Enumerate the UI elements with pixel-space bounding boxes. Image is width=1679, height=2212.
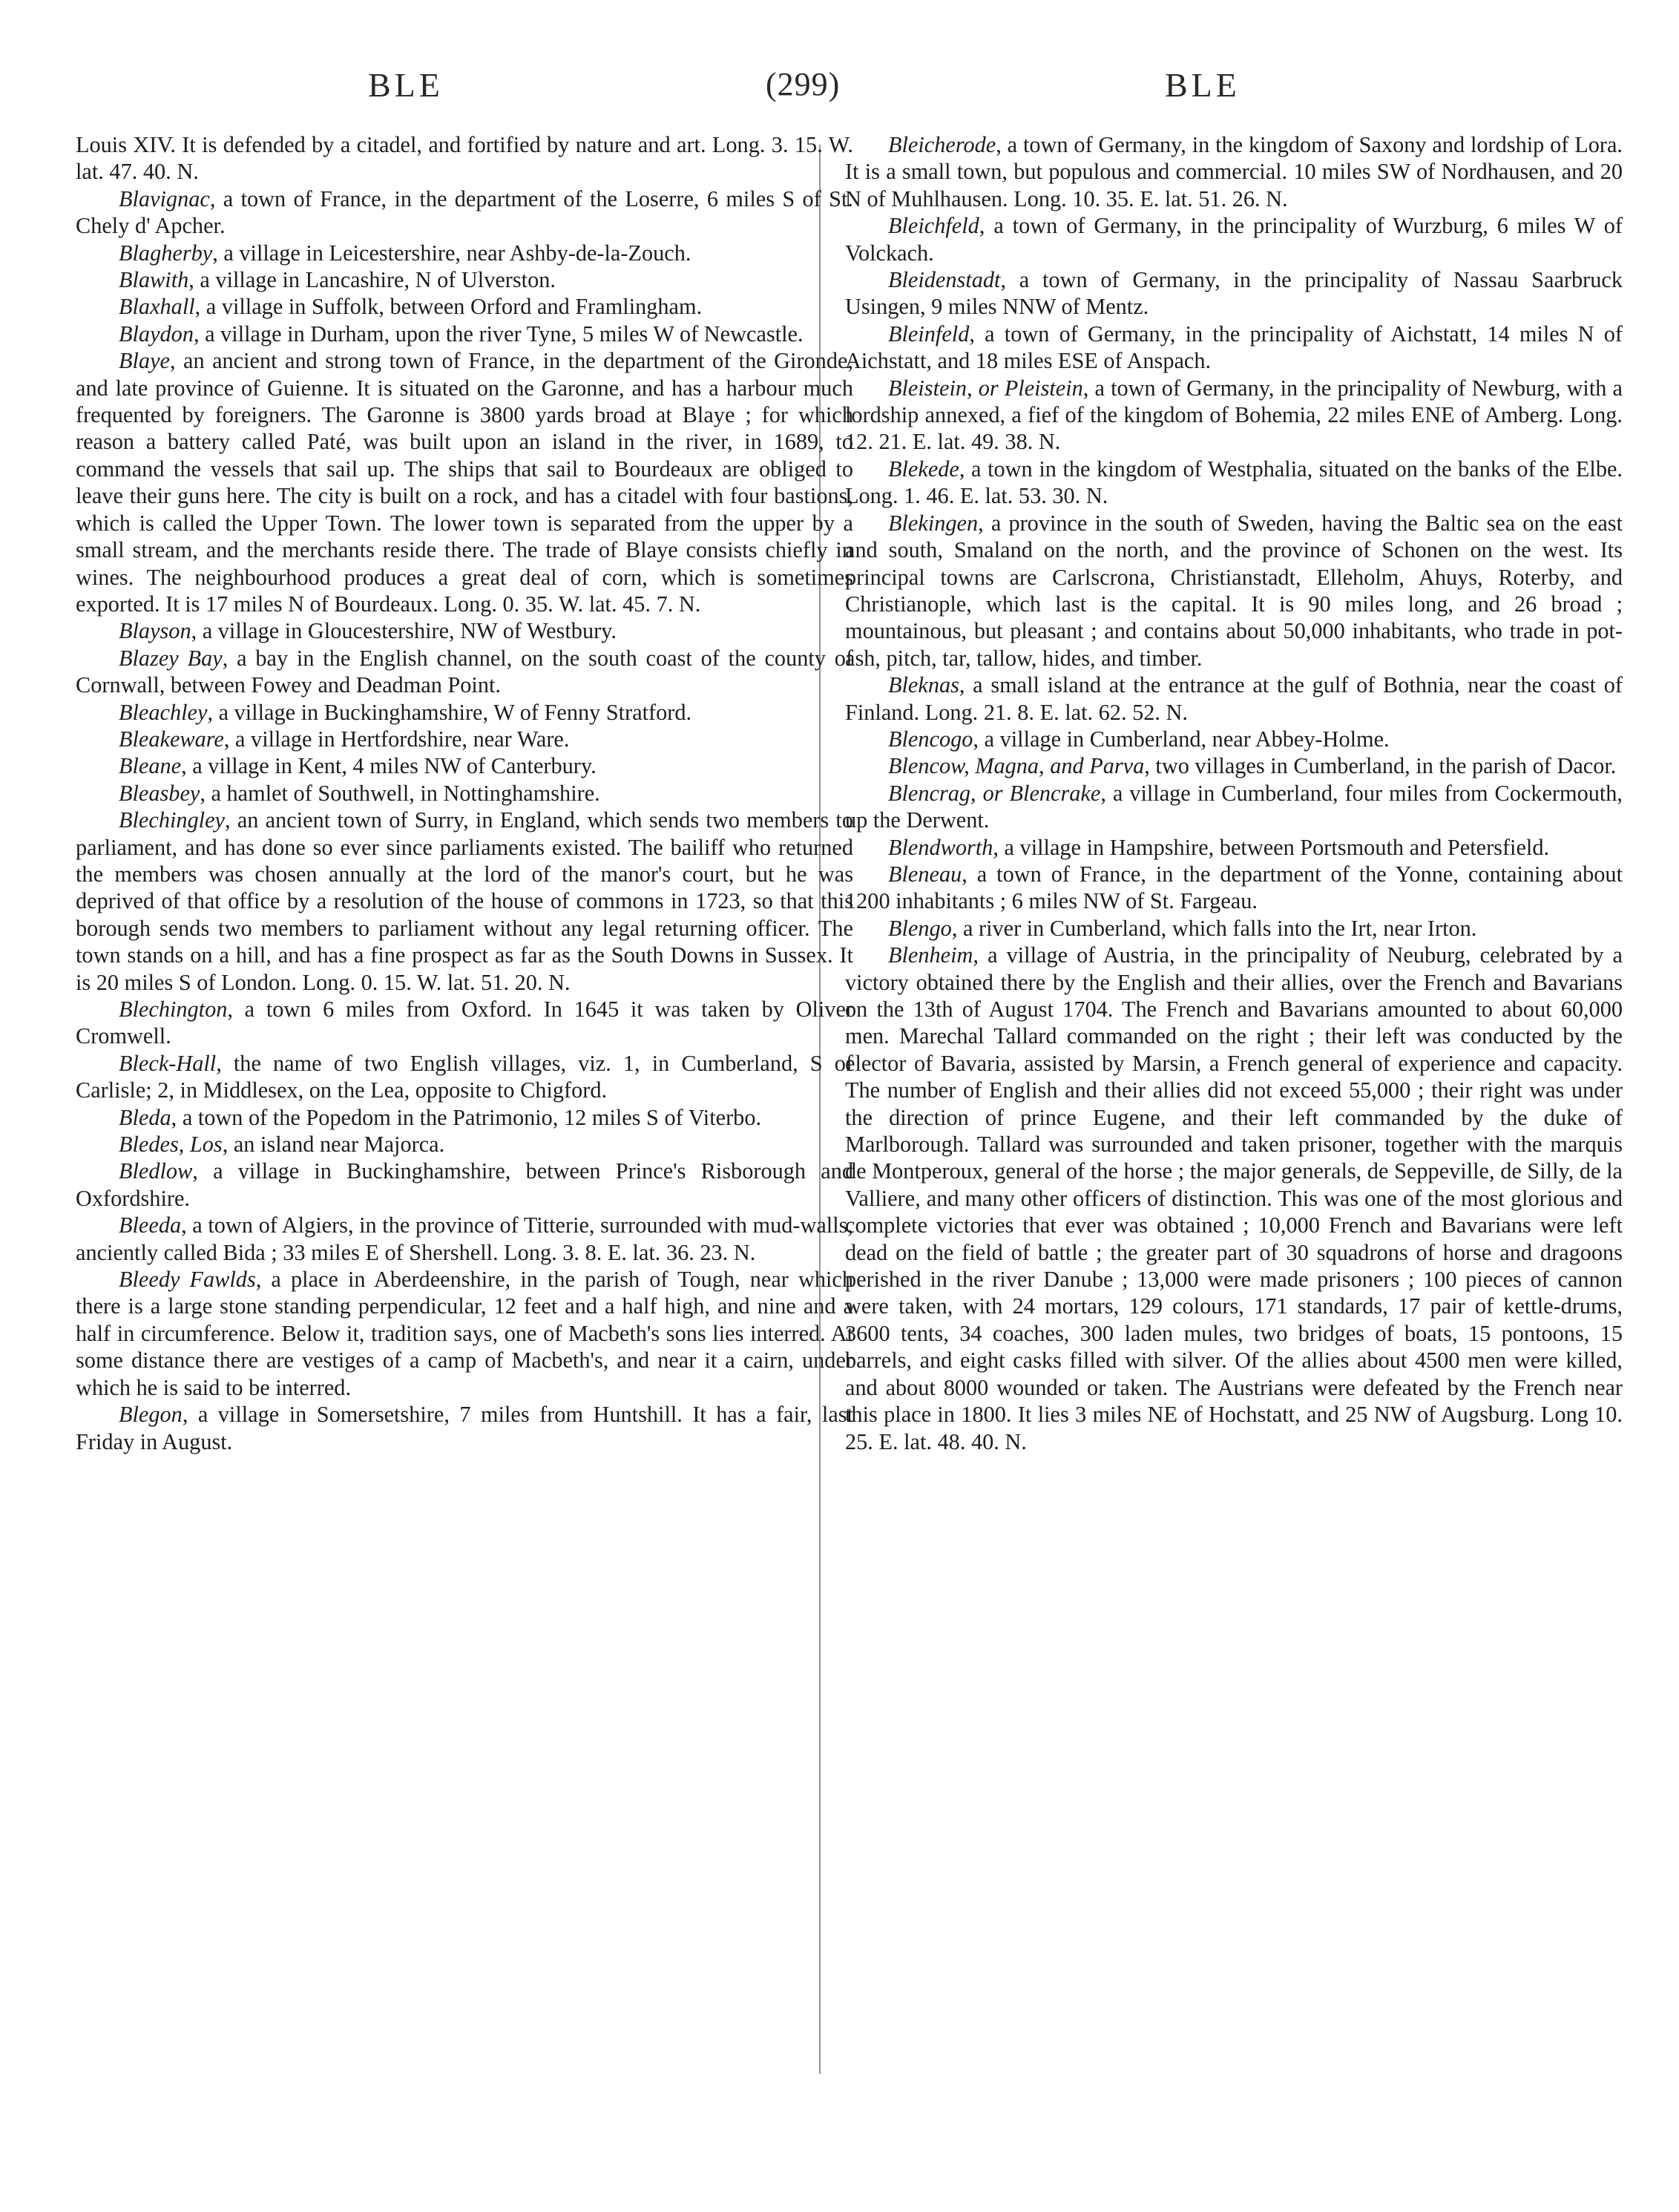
entry-headword: Bleane: [119, 753, 182, 779]
entry-headword: Blagherby: [119, 240, 213, 266]
dictionary-entry: [76, 1401, 853, 1455]
entry-text: , a town of Algiers, in the province of Titterie, surrounded with mud-walls, anciently called Bida ; 33 miles E of Shershell. Long. 3. 8. E. lat. 36. 23. N.: [76, 1212, 853, 1265]
entry-headword: Blekingen: [888, 510, 979, 536]
entry-headword: Blekede: [888, 456, 959, 482]
dictionary-entry: [76, 293, 853, 320]
dictionary-entry: [76, 617, 853, 644]
entry-text: , a village in Cumberland, near Abbey-Holme.: [973, 726, 1390, 752]
entry-text: , a town of Germany, in the kingdom of Saxony and lordship of Lora. It is a small town, but populous and commercial. 10 miles SW of Nordhausen, and 20 N of Muhlhausen. Long. 10. 35. E. lat. 51. 26. N.: [845, 132, 1623, 211]
entry-headword: Bleicherode: [888, 132, 996, 157]
entry-text: , a town of France, in the department of the Yonne, containing about 1200 inhabitants ; 6 miles NW of St. Fargeau.: [845, 861, 1623, 914]
entry-headword: Bledes, Los: [119, 1132, 223, 1158]
entry-text: , a town in the kingdom of Westphalia, situated on the banks of the Elbe. Long. 1. 46. E. lat. 53. 30. N.: [845, 456, 1623, 509]
entry-headword: Blawith: [119, 267, 189, 293]
entry-text: , an ancient and strong town of France, in the department of the Gironde, and late province of Guienne. It is situated on the Garonne, and has a harbour much frequented by foreigners. The Garonne is 3800 yards broad at Blaye ; for which reason a battery called Paté, was built upon an island in the river, in 1689, to command the vessels that sail up. The ships that sail to Bourdeaux are obliged to leave their guns here. The city is built on a rock, and has a citadel with four bastions, which is called the Upper Town. The lower town is separated from the upper by a small stream, and the merchants reside there. The trade of Blaye consists chiefly in wines. The neighbourhood produces a great deal of corn, which is sometimes exported. It is 17 miles N of Bourdeaux. Long. 0. 35. W. lat. 45. 7. N.: [76, 348, 853, 617]
entry-headword: Blencrag, or Blencrake: [888, 780, 1101, 806]
entry-headword: Bleakeware: [119, 726, 224, 752]
dictionary-entry: [76, 699, 853, 726]
dictionary-entry: [845, 456, 1623, 510]
entry-headword: Blencogo: [888, 726, 973, 752]
entry-headword: Blavignac: [119, 186, 210, 211]
entry-text: , a town of France, in the department of the Loserre, 6 miles S of St. Chely d' Apcher.: [76, 186, 853, 239]
entry-text: , a village in Somersetshire, 7 miles from Huntshill. It has a fair, last Friday in August.: [76, 1402, 853, 1454]
entry-text: , a village in Hampshire, between Portsmouth and Petersfield.: [993, 834, 1550, 860]
entry-text: , a town of Germany, in the principality of Nassau Saarbruck Usingen, 9 miles NNW of Mentz.: [845, 267, 1623, 320]
dictionary-entry: [76, 1104, 853, 1131]
entry-text: , an ancient town of Surry, in England, which sends two members to parliament, and has done so ever since parliaments existed. The bailiff who returned the members was chosen annually at the lord of the manor's court, but he was deprived of that office by a resolution of the house of commons in 1723, so that this borough sends two members to parliament without any legal returning officer. The town stands on a hill, and has a fine prospect as far as the South Downs in Sussex. It is 20 miles S of London. Long. 0. 15. W. lat. 51. 20. N.: [76, 807, 853, 995]
dictionary-entry: [845, 212, 1623, 266]
entry-text: , a village in Buckinghamshire, between Prince's Risborough and Oxfordshire.: [76, 1158, 853, 1211]
entry-headword: Bleeda: [119, 1212, 182, 1238]
dictionary-entry: [76, 996, 853, 1050]
entry-text: , a village in Suffolk, between Orford and Framlingham.: [194, 294, 703, 320]
entry-headword: Bleedy Fawlds: [119, 1267, 256, 1293]
entry-text: , the name of two English villages, viz. 1, in Cumberland, S of Carlisle; 2, in Middlesex, on the Lea, opposite to Chigford.: [76, 1050, 853, 1103]
entry-headword: Blencow, Magna, and Parva: [888, 753, 1145, 779]
entry-headword: Bledlow: [119, 1158, 193, 1184]
dictionary-entry: [76, 347, 853, 617]
entry-text: , a village in Gloucestershire, NW of Westbury.: [191, 618, 617, 644]
entry-headword: Bleichfeld: [888, 213, 979, 239]
entry-text: , a place in Aberdeenshire, in the parish of Tough, near which there is a large stone standing perpendicular, 12 feet and a half high, and nine and a half in circumference. Below it, tradition says, one of Macbeth's sons lies interred. At some distance there are vestiges of a camp of Macbeth's, and near it a cairn, under which he is said to be interred.: [76, 1267, 853, 1400]
dictionary-entry: [845, 780, 1623, 834]
entry-headword: Blechington: [119, 997, 228, 1022]
entry-headword: Blengo: [888, 915, 952, 941]
entry-headword: Bleneau: [888, 861, 962, 887]
dictionary-entry: [76, 1266, 853, 1401]
entry-text: , a village in Leicestershire, near Ashby-de-la-Zouch.: [212, 240, 691, 266]
dictionary-entry: [76, 240, 853, 266]
dictionary-entry: [76, 645, 853, 699]
dictionary-entry: [845, 510, 1623, 672]
entry-text: , a bay in the English channel, on the south coast of the county of Cornwall, between Fowey and Deadman Point.: [76, 645, 853, 698]
dictionary-entry: [845, 672, 1623, 726]
dictionary-entry: [76, 131, 853, 186]
header-left-word: BLE: [368, 66, 444, 104]
dictionary-entry: [845, 131, 1623, 212]
entry-headword: Blendworth: [888, 834, 993, 860]
dictionary-entry: [845, 726, 1623, 752]
entry-headword: Blenheim: [888, 942, 973, 968]
entry-text: , a town of Germany, in the principality of Newburg, with a lordship annexed, a fief of the kingdom of Bohemia, 22 miles ENE of Amberg. Long. 12. 21. E. lat. 49. 38. N.: [845, 375, 1623, 455]
entry-text: , a town of the Popedom in the Patrimonio, 12 miles S of Viterbo.: [171, 1104, 762, 1130]
left-column: [76, 131, 853, 1455]
dictionary-entry: [76, 780, 853, 807]
dictionary-entry: [845, 752, 1623, 779]
page-number: (299): [766, 66, 841, 102]
entry-headword: Blaxhall: [119, 294, 195, 320]
dictionary-entry: [845, 915, 1623, 942]
entry-headword: Bleasbey: [119, 780, 200, 806]
running-head: [0, 65, 1679, 117]
entry-text: , a village in Lancashire, N of Ulverston.: [188, 267, 556, 293]
dictionary-entry: [76, 321, 853, 347]
dictionary-entry: [845, 834, 1623, 861]
entry-text: Louis XIV. It is defended by a citadel, and fortified by nature and art. Long. 3. 15. W. lat. 47. 40. N.: [76, 132, 853, 185]
entry-headword: Bleinfeld: [888, 321, 970, 347]
entry-headword: Blazey Bay: [119, 645, 223, 671]
dictionary-entry: [76, 1158, 853, 1212]
entry-text: , a hamlet of Southwell, in Nottinghamshire.: [200, 780, 600, 806]
entry-headword: Bleknas: [888, 672, 959, 698]
dictionary-entry: [845, 942, 1623, 1455]
entry-text: , a town 6 miles from Oxford. In 1645 it was taken by Oliver Cromwell.: [76, 997, 853, 1049]
entry-headword: Bleda: [119, 1104, 171, 1130]
dictionary-entry: [76, 1212, 853, 1266]
dictionary-entry: [76, 1131, 853, 1158]
header-right-word: BLE: [1165, 66, 1241, 104]
entry-text: , a village in Buckinghamshire, W of Fenny Stratford.: [207, 699, 692, 725]
entry-headword: Bleck-Hall: [119, 1050, 217, 1076]
entry-headword: Bleachley: [119, 699, 208, 725]
entry-text: , two villages in Cumberland, in the parish of Dacor.: [1144, 753, 1617, 779]
dictionary-entry: [845, 321, 1623, 375]
entry-text: , a small island at the entrance at the gulf of Bothnia, near the coast of Finland. Long. 21. 8. E. lat. 62. 52. N.: [845, 672, 1623, 725]
entry-headword: Blaydon: [119, 321, 194, 347]
entry-text: , a town of Germany, in the principality of Wurzburg, 6 miles W of Volckach.: [845, 213, 1623, 266]
dictionary-entry: [76, 752, 853, 779]
entry-headword: Blaye: [119, 348, 170, 374]
dictionary-entry: [76, 807, 853, 996]
entry-text: , a village in Hertfordshire, near Ware.: [223, 726, 570, 752]
dictionary-entry: [845, 861, 1623, 915]
entry-headword: Bleistein, or Pleistein: [888, 375, 1083, 401]
entry-headword: Blegon: [119, 1402, 183, 1428]
entry-text: , a village of Austria, in the principality of Neuburg, celebrated by a victory obtained there by the English and their allies, over the French and Bavarians on the 13th of August 1704. The French and Bavarians amounted to about 60,000 men. Marechal Tallard commanded on the right ; their left was conducted by the elector of Bavaria, assisted by Marsin, a French general of experience and capacity. The number of English and their allies did not exceed 55,000 ; their right was under the direction of prince Eugene, and their left commanded by the duke of Marlborough. Tallard was surrounded and taken prisoner, together with the marquis de Montperoux, general of the horse ; the major generals, de Seppeville, de Silly, de la Valliere, and many other officers of distinction. This was one of the most glorious and complete victories that ever was obtained ; 10,000 French and Bavarians were left dead on the field of battle ; the greater part of 30 squadrons of horse and dragoons perished in the river Danube ; 13,000 were made prisoners ; 100 pieces of cannon were taken, with 24 mortars, 129 colours, 171 standards, 17 pair of kettle-drums, 3600 tents, 34 coaches, 300 laden mules, two bridges of boats, 15 pontoons, 15 barrels, and eight casks filled with silver. Of the allies about 4500 men were killed, and about 8000 wounded or taken. The Austrians were defeated by the French near this place in 1800. It lies 3 miles NE of Hochstatt, and 25 NW of Augsburg. Long 10. 25. E. lat. 48. 40. N.: [845, 942, 1623, 1454]
entry-text: , an island near Majorca.: [222, 1132, 445, 1158]
entry-text: , a river in Cumberland, which falls into the Irt, near Irton.: [951, 915, 1477, 941]
entry-text: , a village in Cumberland, four miles from Cockermouth, up the Derwent.: [845, 780, 1623, 833]
right-column: [845, 131, 1623, 1455]
entry-text: , a town of Germany, in the principality of Aichstatt, 14 miles N of Aichstatt, and 18 miles ESE of Anspach.: [845, 321, 1623, 374]
entry-headword: Bleidenstadt: [888, 267, 1001, 293]
entry-text: , a province in the south of Sweden, having the Baltic sea on the east and south, Smaland on the north, and the province of Schonen on the west. Its principal towns are Carlscrona, Christianstadt, Elleholm, Ahuys, Roterby, and Christianople, which last is the capital. It is 90 miles long, and 26 broad ; mountainous, but pleasant ; and contains about 50,000 inhabitants, who trade in pot-ash, pitch, tar, tallow, hides, and timber.: [845, 510, 1623, 671]
entry-text: , a village in Durham, upon the river Tyne, 5 miles W of Newcastle.: [193, 321, 804, 347]
dictionary-entry: [76, 266, 853, 293]
dictionary-entry: [845, 266, 1623, 321]
dictionary-entry: [76, 726, 853, 752]
dictionary-entry: [76, 1050, 853, 1104]
dictionary-entry: [76, 186, 853, 240]
entry-headword: Blayson: [119, 618, 191, 644]
dictionary-entry: [845, 375, 1623, 456]
entry-headword: Blechingley: [119, 807, 225, 833]
entry-text: , a village in Kent, 4 miles NW of Canterbury.: [181, 753, 597, 779]
